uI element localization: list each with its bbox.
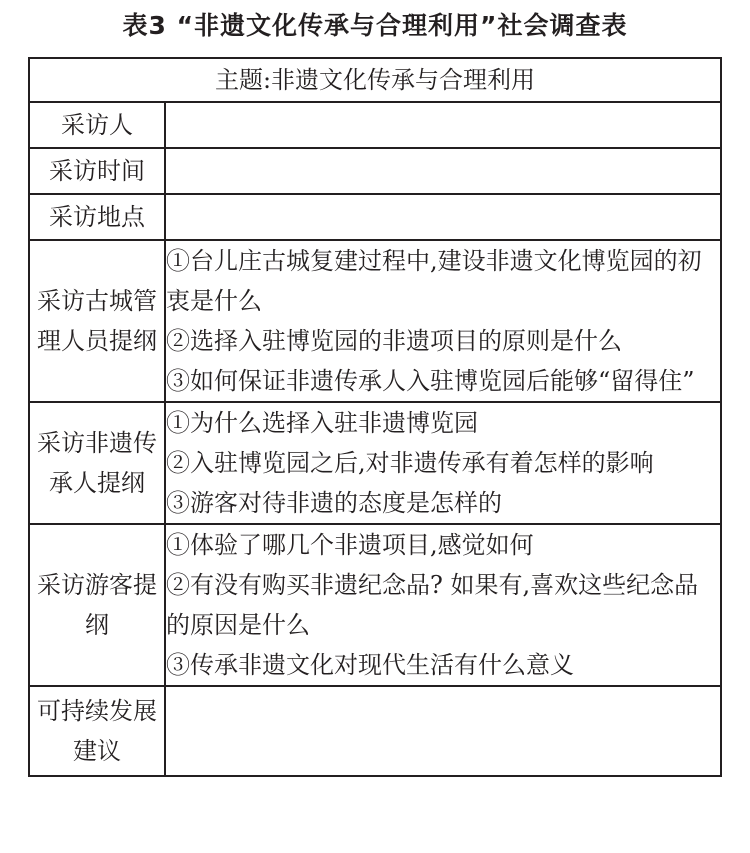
table-row: [29, 148, 721, 194]
answer-cell-interview-location: [165, 194, 721, 240]
question-item: ③游客对待非遗的态度是怎样的: [166, 489, 502, 517]
question-item: ①台儿庄古城复建过程中,建设非遗文化博览园的初衷是什么: [166, 247, 702, 315]
row-label-interview-location: 采访地点: [29, 194, 165, 240]
row-label-manager-outline: 采访古城管理人员提纲: [29, 240, 165, 402]
theme-row: [29, 58, 721, 102]
row-label-tourist-outline: 采访游客提纲: [29, 524, 165, 686]
answer-cell-interviewer: [165, 102, 721, 148]
question-item: ②有没有购买非遗纪念品? 如果有,喜欢这些纪念品的原因是什么: [166, 571, 699, 639]
table-row: [29, 102, 721, 148]
row-label-sustainable-suggestions: 可持续发展建议: [29, 686, 165, 776]
table-row: [29, 240, 721, 402]
question-item: ①为什么选择入驻非遗博览园: [166, 409, 478, 437]
answer-cell-suggestions: [165, 686, 721, 776]
table-row: [29, 524, 721, 686]
survey-table: [28, 57, 722, 777]
question-item: ③传承非遗文化对现代生活有什么意义: [166, 651, 574, 679]
question-item: ③如何保证非遗传承人入驻博览园后能够“留得住”: [166, 367, 695, 395]
theme-cell: 主题:非遗文化传承与合理利用: [29, 58, 721, 102]
table-row: [29, 686, 721, 776]
question-item: ②选择入驻博览园的非遗项目的原则是什么: [166, 327, 622, 355]
table-row: [29, 194, 721, 240]
question-list-manager: [165, 240, 721, 402]
question-list-inheritor: [165, 402, 721, 524]
question-item: ①体验了哪几个非遗项目,感觉如何: [166, 531, 534, 559]
row-label-interviewer: 采访人: [29, 102, 165, 148]
answer-cell-interview-time: [165, 148, 721, 194]
question-list-tourist: [165, 524, 721, 686]
row-label-inheritor-outline: 采访非遗传承人提纲: [29, 402, 165, 524]
question-item: ②入驻博览园之后,对非遗传承有着怎样的影响: [166, 449, 654, 477]
table-title: 表3 “非遗文化传承与合理利用”社会调查表: [122, 11, 628, 40]
table-row: [29, 402, 721, 524]
row-label-interview-time: 采访时间: [29, 148, 165, 194]
